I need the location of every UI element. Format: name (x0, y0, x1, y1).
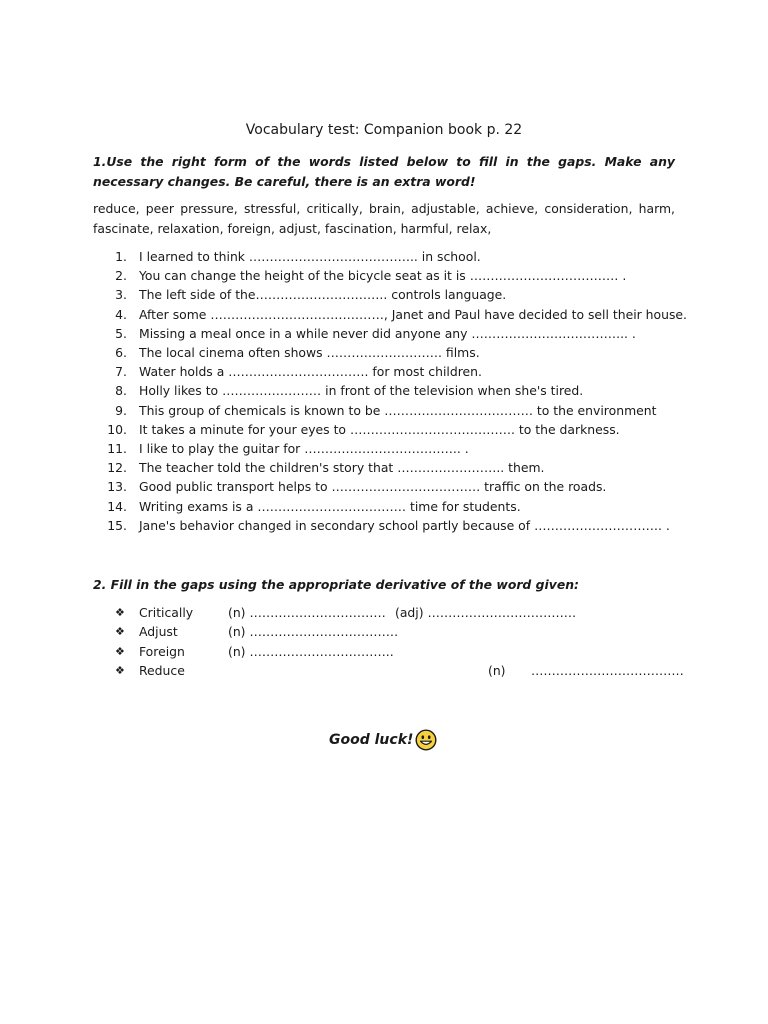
item-text: This group of chemicals is known to be ……………………………… to the environment (139, 402, 657, 418)
list-item (115, 661, 685, 680)
item-number: 5. (115, 325, 127, 341)
item-text: Holly likes to …………………… in front of the television when she's tired. (139, 383, 584, 399)
adjective-gap: (adj) ……………………………… (395, 605, 577, 620)
diamond-bullet-icon: ❖ (115, 606, 125, 619)
noun-gap: (n) …………………………….. (228, 643, 394, 659)
item-number: 9. (115, 402, 127, 418)
item-number: 7. (115, 364, 127, 380)
page-title: Vocabulary test: Companion book p. 22 (245, 122, 523, 138)
base-word: Adjust (139, 624, 178, 640)
list-item (93, 439, 693, 458)
section2-derivative-list (115, 603, 685, 681)
base-word: Critically (139, 605, 194, 620)
item-number: 15. (107, 517, 127, 533)
item-number: 6. (115, 345, 127, 361)
base-word: Reduce (139, 663, 185, 679)
noun-gap: ………………………………. (531, 663, 684, 679)
noun-gap: (n) …………………………… (228, 605, 386, 620)
item-text: I like to play the guitar for ……………………………….. . (139, 441, 469, 457)
smiley-face-icon (415, 729, 437, 751)
list-item (93, 324, 693, 343)
item-number: 2. (115, 268, 127, 284)
item-text: Missing a meal once in a while never did anyone any ……………………………….. . (139, 325, 636, 341)
list-item (115, 603, 685, 622)
list-item (115, 622, 685, 641)
section1-question-list (93, 247, 693, 535)
item-text: Writing exams is a ……………………………… time for students. (139, 498, 521, 514)
item-number: 12. (107, 460, 127, 476)
item-number: 3. (115, 287, 127, 303)
closing-text: Good luck! (329, 732, 414, 748)
list-item (93, 516, 693, 535)
item-text: The teacher told the children's story that …………………….. them. (139, 460, 545, 476)
item-text: Jane's behavior changed in secondary school partly because of …………………………. . (139, 517, 670, 533)
list-item (93, 401, 693, 420)
list-item (93, 247, 693, 266)
noun-label: (n) (488, 663, 506, 679)
list-item (93, 362, 693, 381)
item-text: The left side of the………………………….. controls language. (139, 287, 507, 303)
item-number: 8. (115, 383, 127, 399)
item-number: 11. (107, 441, 127, 457)
list-item (93, 285, 693, 304)
section2-instruction: 2. Fill in the gaps using the appropriate derivative of the word given: (93, 577, 579, 592)
noun-gap: (n) ……………………………… (228, 624, 399, 640)
word-bank: reduce, peer pressure, stressful, critically, brain, adjustable, achieve, consideration, harm, fascinate, relaxation, foreign, adjust, fascination, harmful, relax, (93, 201, 675, 236)
item-number: 4. (115, 306, 127, 322)
item-text: I learned to think ………………………………….. in school. (139, 249, 481, 264)
diamond-bullet-icon: ❖ (115, 664, 125, 678)
list-item (93, 266, 693, 285)
list-item (93, 381, 693, 400)
list-item (93, 343, 693, 362)
diamond-bullet-icon: ❖ (115, 644, 125, 658)
diamond-bullet-icon: ❖ (115, 625, 125, 639)
item-text: The local cinema often shows ………………………. films. (139, 345, 480, 361)
item-text: You can change the height of the bicycle seat as it is ……………………………… . (139, 268, 627, 284)
item-text: After some ……………………………………, Janet and Paul have decided to sell their house. (139, 306, 687, 322)
list-item (93, 420, 693, 439)
item-number: 13. (107, 479, 127, 495)
item-text: Good public transport helps to ……………………………… traffic on the roads. (139, 479, 607, 495)
list-item (93, 458, 693, 477)
base-word: Foreign (139, 643, 185, 659)
item-text: It takes a minute for your eyes to …………………………………. to the darkness. (139, 421, 620, 437)
item-number: 10. (107, 421, 127, 437)
section1-instruction: 1.Use the right form of the words listed below to fill in the gaps. Make any necessary changes. Be careful, there is an extra word! (93, 154, 675, 189)
list-item (93, 497, 693, 516)
item-number: 14. (107, 498, 127, 514)
list-item (93, 477, 693, 496)
item-number: 1. (115, 249, 127, 264)
list-item (93, 305, 693, 324)
list-item (115, 642, 685, 661)
item-text: Water holds a ……………………………. for most children. (139, 364, 482, 380)
